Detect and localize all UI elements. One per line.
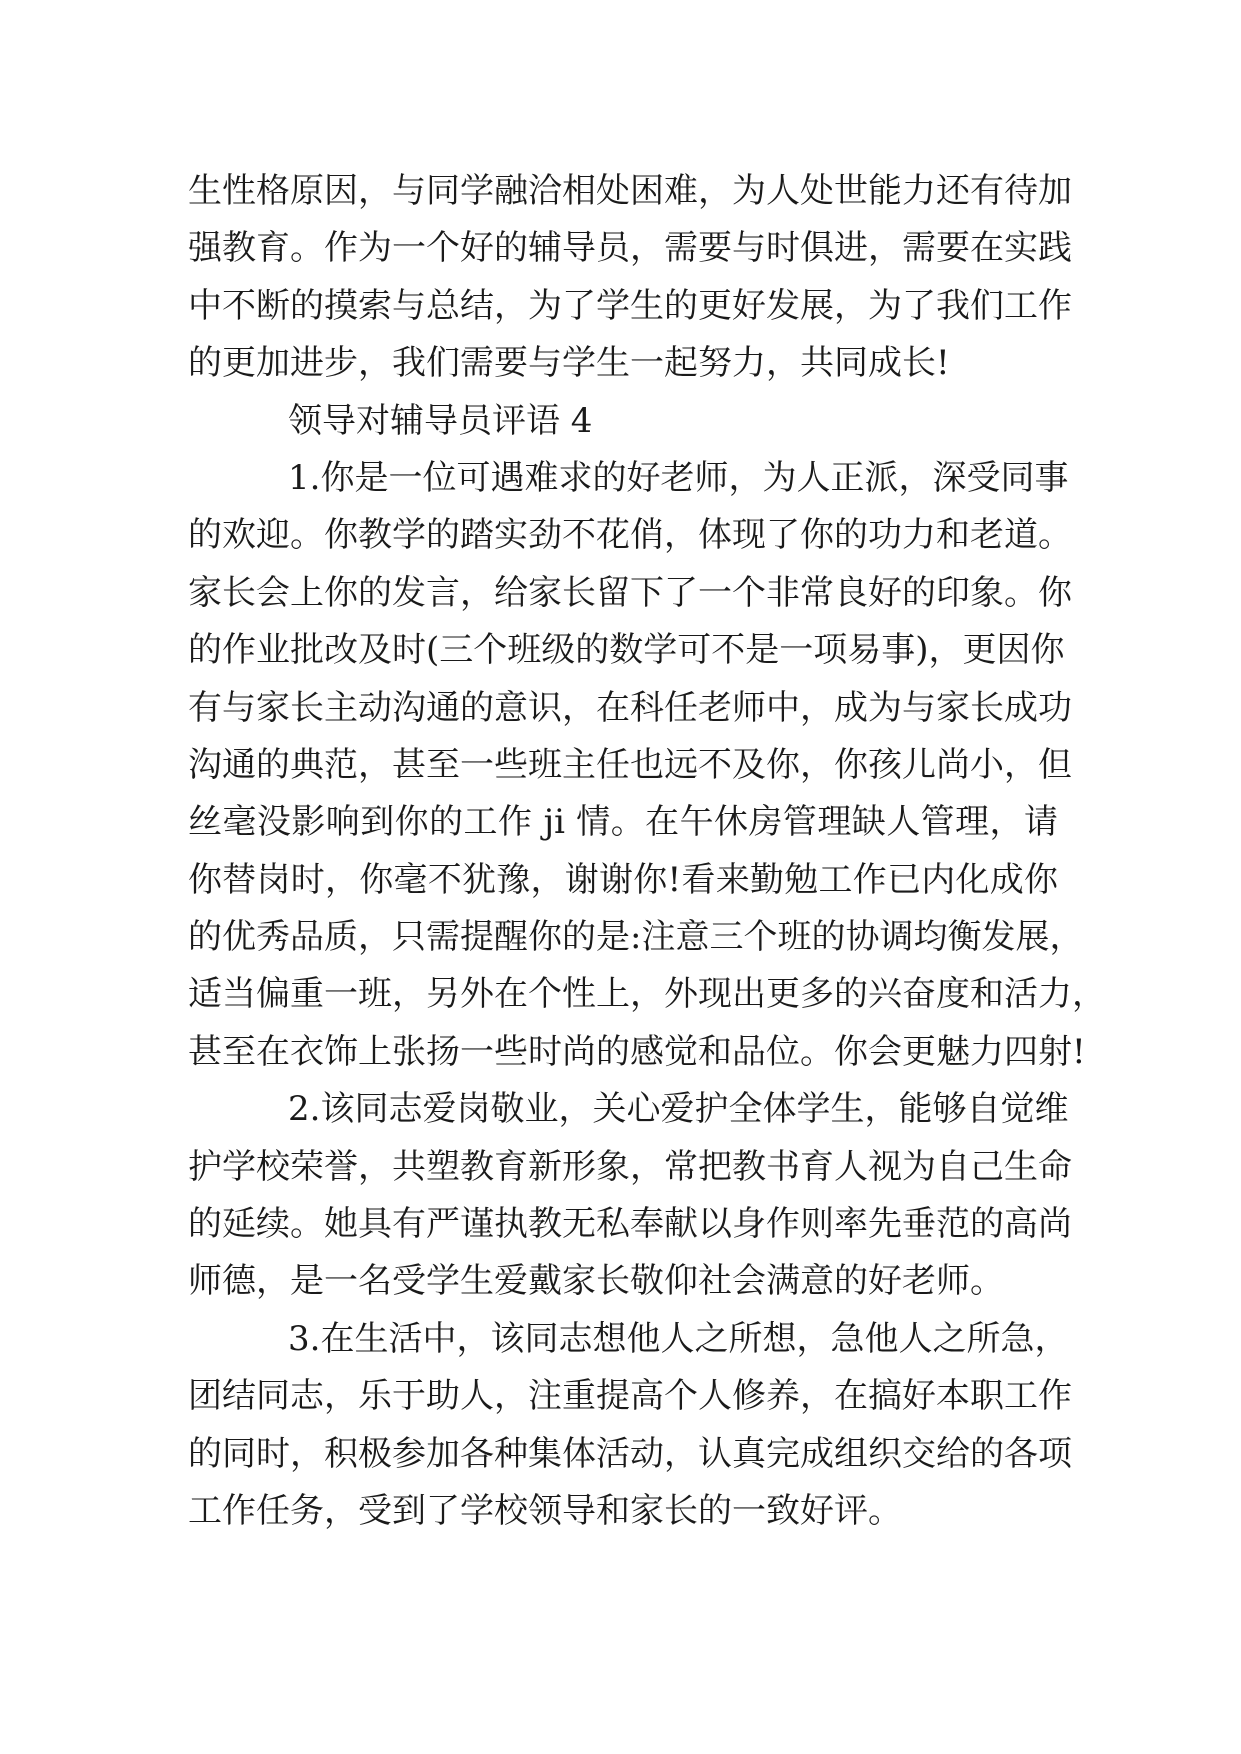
text-line: 你替岗时，你毫不犹豫，谢谢你!看来勤勉工作已内化成你	[188, 859, 1058, 900]
text-line: 工作任务，受到了学校领导和家长的一致好评。	[188, 1490, 902, 1531]
comment-item-2	[188, 1081, 1072, 1311]
text-line: 护学校荣誉，共塑教育新形象，常把教书育人视为自己生命	[188, 1146, 1072, 1187]
text-line: 甚至在衣饰上张扬一些时尚的感觉和品位。你会更魅力四射!	[188, 1031, 1086, 1072]
document-body	[188, 163, 1106, 1540]
text-line: 的更加进步，我们需要与学生一起努力，共同成长!	[188, 343, 950, 384]
text-line: 中不断的摸索与总结，为了学生的更好发展，为了我们工作	[188, 285, 1072, 326]
text-line: 的作业批改及时(三个班级的数学可不是一项易事)，更因你	[188, 630, 1065, 671]
text-line: 师德，是一名受学生爱戴家长敬仰社会满意的好老师。	[188, 1261, 1004, 1302]
text-line: 的欢迎。你教学的踏实劲不花俏，体现了你的功力和老道。	[188, 515, 1072, 556]
comment-item-3	[188, 1311, 1072, 1541]
text-line: 丝毫没影响到你的工作 ji 情。在午休房管理缺人管理，请	[188, 802, 1058, 843]
section-heading: 领导对辅导员评语 4	[288, 400, 593, 441]
intro-paragraph	[188, 163, 1072, 393]
text-line: 1.你是一位可遇难求的好老师，为人正派，深受同事	[288, 457, 1069, 498]
text-line: 沟通的典范，甚至一些班主任也远不及你，你孩儿尚小，但	[188, 744, 1072, 785]
text-line: 的延续。她具有严谨执教无私奉献以身作则率先垂范的高尚	[188, 1204, 1072, 1245]
text-line: 适当偏重一班，另外在个性上，外现出更多的兴奋度和活力，	[188, 974, 1106, 1015]
text-line: 生性格原因，与同学融洽相处困难，为人处世能力还有待加	[188, 171, 1072, 211]
text-line: 的优秀品质，只需提醒你的是:注意三个班的协调均衡发展，	[188, 917, 1084, 958]
text-line: 有与家长主动沟通的意识，在科任老师中，成为与家长成功	[188, 687, 1072, 728]
text-line: 2.该同志爱岗敬业，关心爱护全体学生，能够自觉维	[288, 1089, 1069, 1130]
text-line: 强教育。作为一个好的辅导员，需要与时俱进，需要在实践	[188, 228, 1072, 269]
comment-item-1	[188, 450, 1106, 1081]
text-line: 3.在生活中，该同志想他人之所想，急他人之所急，	[288, 1318, 1069, 1359]
text-line: 家长会上你的发言，给家长留下了一个非常良好的印象。你	[188, 572, 1072, 613]
text-line: 团结同志，乐于助人，注重提高个人修养，在搞好本职工作	[188, 1376, 1072, 1417]
text-line: 的同时，积极参加各种集体活动，认真完成组织交给的各项	[188, 1433, 1072, 1474]
